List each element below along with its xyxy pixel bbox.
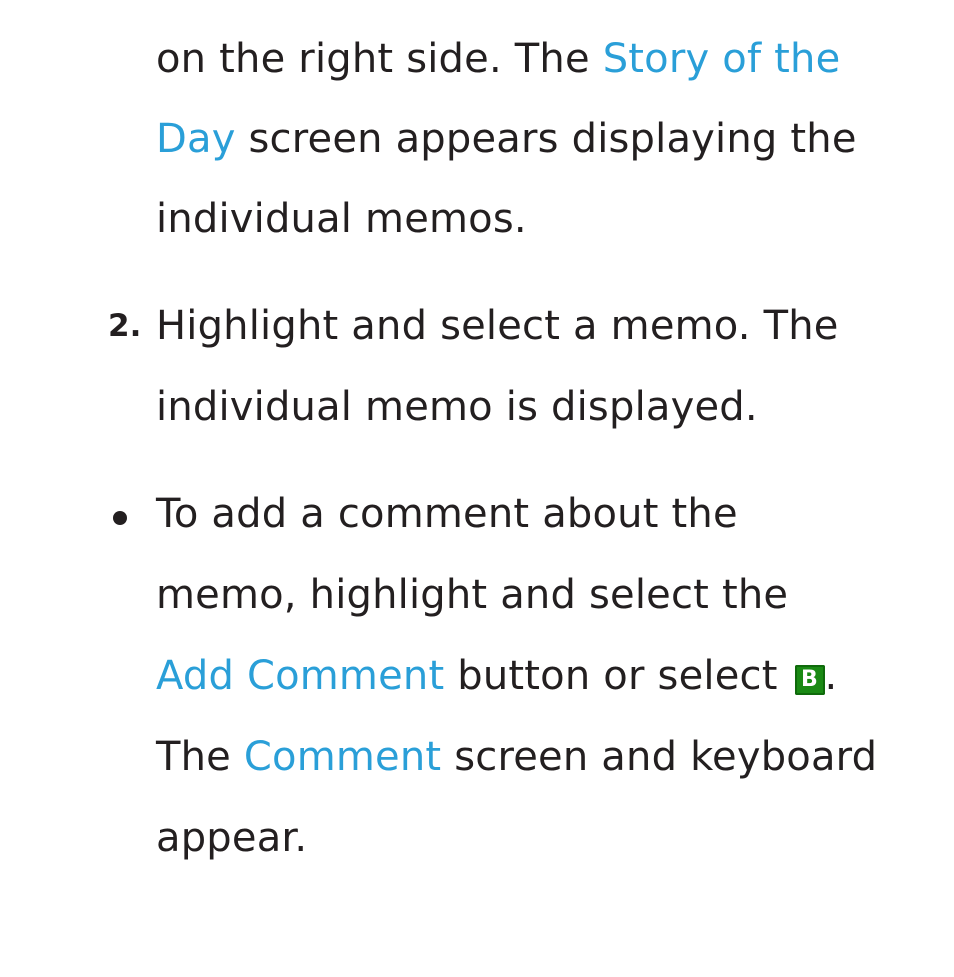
story-of-the-day-link-part2[interactable]: Day bbox=[156, 116, 236, 162]
bullet-text-3: button or select bbox=[444, 653, 791, 699]
bullet-text-1: To add a comment about the bbox=[156, 491, 738, 537]
step2-text-2: individual memo is displayed. bbox=[156, 384, 758, 430]
add-comment-link[interactable]: Add Comment bbox=[156, 653, 445, 699]
intro-line-3 bbox=[156, 195, 527, 243]
bullet-line-2 bbox=[156, 571, 788, 619]
intro-line-2 bbox=[156, 115, 857, 163]
step2-line-2 bbox=[156, 383, 758, 431]
comment-link[interactable]: Comment bbox=[243, 734, 442, 780]
step2-text-1: Highlight and select a memo. The bbox=[156, 303, 839, 349]
bullet-line-3 bbox=[156, 652, 837, 700]
bullet-line-4 bbox=[156, 733, 877, 781]
bullet-text-3-end: . bbox=[824, 653, 838, 699]
b-button-icon: B bbox=[795, 665, 825, 695]
bullet-text-2: memo, highlight and select the bbox=[156, 572, 789, 618]
intro-line-1 bbox=[156, 35, 840, 83]
bullet-text-5: appear. bbox=[156, 815, 308, 861]
step-number: 2. bbox=[108, 308, 142, 344]
bullet-icon bbox=[113, 511, 127, 525]
bullet-line-5 bbox=[156, 814, 307, 862]
story-of-the-day-link-part1[interactable]: Story of the bbox=[602, 36, 841, 82]
bullet-text-4b: screen and keyboard bbox=[441, 734, 878, 780]
intro-text-1: on the right side. The bbox=[156, 36, 603, 82]
step2-line-1 bbox=[156, 302, 839, 350]
intro-text-2: screen appears displaying the bbox=[235, 116, 857, 162]
bullet-text-4a: The bbox=[156, 734, 244, 780]
intro-text-3: individual memos. bbox=[156, 196, 527, 242]
bullet-line-1 bbox=[156, 490, 738, 538]
